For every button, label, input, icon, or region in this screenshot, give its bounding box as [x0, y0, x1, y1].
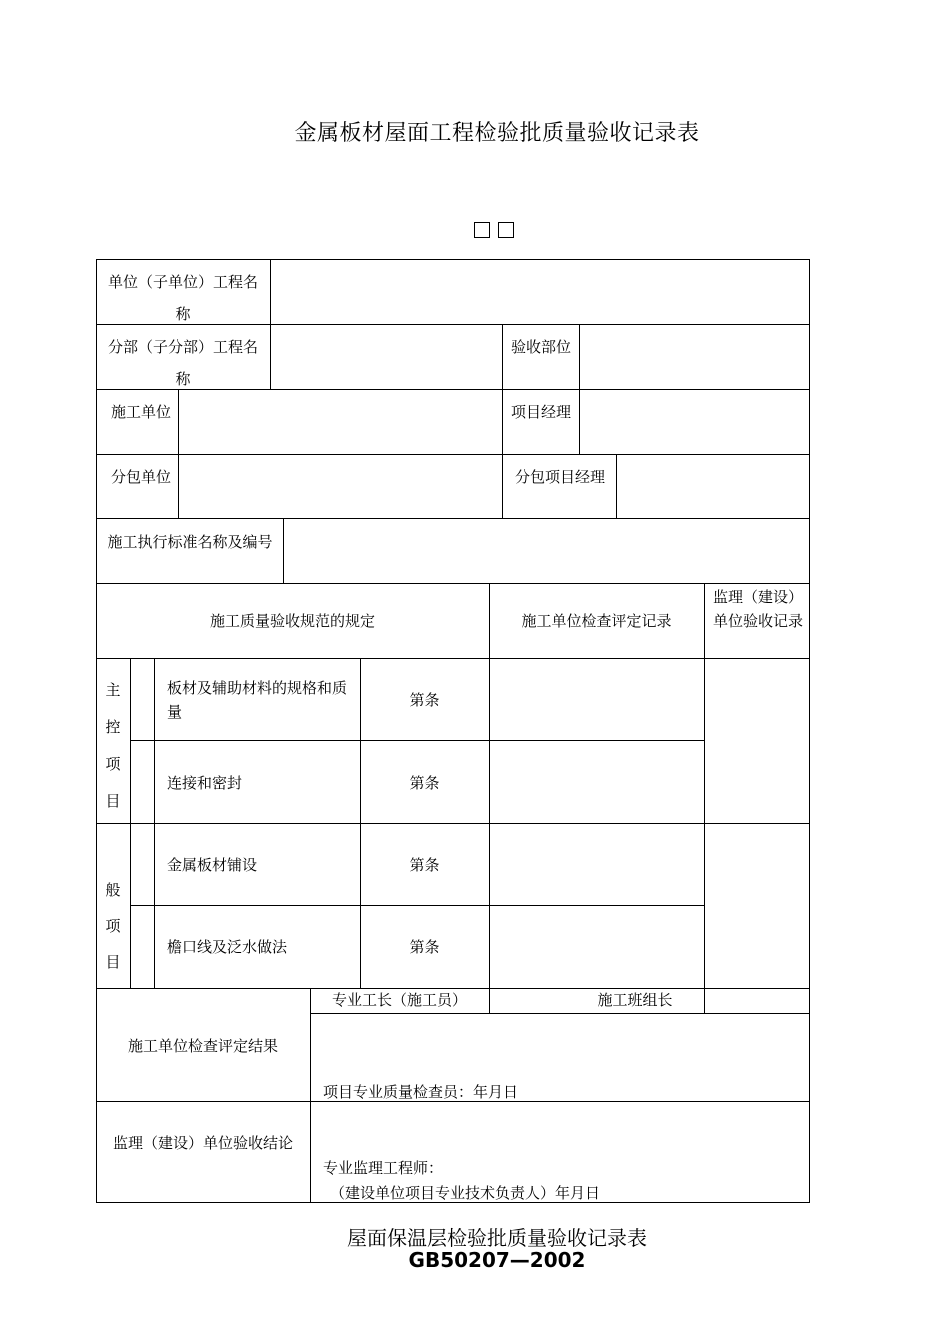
checkbox-icon[interactable] — [474, 222, 490, 238]
foreman-label: 专业工长（施工员） — [331, 991, 467, 1009]
main-control-label: 项 — [105, 755, 121, 773]
supervision-conclusion-label: 监理（建设）单位验收结论 — [112, 1134, 293, 1152]
acceptance-part-field[interactable] — [579, 324, 809, 389]
main-control-label: 主 — [105, 681, 121, 699]
acceptance-part-label: 验收部位 — [510, 338, 571, 356]
quality-inspector-label: 项目专业质量检查员：年月日 — [323, 1083, 519, 1101]
subdivision-project-name-label: 分部（子分部）工程名称 — [107, 338, 258, 388]
project-manager-field[interactable] — [579, 389, 809, 454]
general-label: 般 — [105, 881, 121, 899]
subcontract-unit-label: 分包单位 — [110, 468, 171, 486]
general-item-clause: 第条 — [409, 856, 440, 874]
page-title: 金属板材屋面工程检验批质量验收记录表 — [294, 121, 700, 146]
supervision-record-header: 监理（建设）单位验收记录 — [712, 588, 803, 630]
table-border — [502, 324, 503, 519]
main-item-record-field[interactable] — [489, 658, 704, 740]
project-manager-label: 项目经理 — [510, 403, 571, 421]
general-item-record-field[interactable] — [489, 905, 704, 988]
main-item-clause: 第条 — [409, 774, 440, 792]
main-item-name: 板材及辅助材料的规格和质量 — [167, 679, 348, 721]
main-item-name: 连接和密封 — [167, 774, 243, 792]
construction-result-label: 施工单位检查评定结果 — [127, 1037, 278, 1055]
subdivision-project-name-field[interactable] — [270, 324, 502, 389]
team-leader-label: 施工班组长 — [597, 991, 673, 1009]
general-item-clause: 第条 — [409, 938, 440, 956]
spec-rules-header: 施工质量验收规范的规定 — [209, 612, 375, 630]
main-item-record-field[interactable] — [489, 740, 704, 823]
standard-code: GB50207—2002 — [408, 1248, 586, 1272]
checkbox-icon[interactable] — [498, 222, 514, 238]
unit-project-name-label: 单位（子单位）工程名称 — [107, 273, 258, 323]
unit-project-name-field[interactable] — [270, 259, 809, 324]
standard-name-number-field[interactable] — [283, 518, 809, 583]
supervision-engineer-label: 专业监理工程师： — [323, 1159, 444, 1177]
table-border — [96, 583, 810, 584]
checkbox-group — [474, 222, 514, 238]
table-border — [310, 1013, 810, 1014]
construction-check-record-header: 施工单位检查评定记录 — [521, 612, 672, 630]
standard-name-number-label: 施工执行标准名称及编号 — [107, 533, 273, 551]
table-border — [310, 988, 311, 1202]
subcontract-project-manager-label: 分包项目经理 — [514, 468, 605, 486]
main-control-label: 控 — [105, 718, 121, 736]
general-item-name: 檐口线及泛水做法 — [167, 938, 288, 956]
table-border — [130, 658, 131, 988]
general-item-name: 金属板材铺设 — [167, 856, 258, 874]
main-control-label: 目 — [105, 792, 121, 810]
table-border — [154, 658, 155, 988]
table-border — [809, 259, 810, 1203]
subcontract-unit-field[interactable] — [178, 454, 502, 518]
main-supervision-field[interactable] — [704, 658, 809, 823]
subcontract-project-manager-field[interactable] — [616, 454, 809, 518]
general-supervision-field[interactable] — [704, 823, 809, 988]
main-item-clause: 第条 — [409, 691, 440, 709]
general-label: 目 — [105, 953, 121, 971]
table-border — [489, 988, 490, 1013]
general-label: 项 — [105, 917, 121, 935]
construction-unit-field[interactable] — [178, 389, 502, 454]
general-item-record-field[interactable] — [489, 823, 704, 905]
owner-tech-lead-label: （建设单位项目专业技术负责人）年月日 — [330, 1184, 601, 1202]
construction-unit-label: 施工单位 — [110, 403, 171, 421]
next-form-title: 屋面保温层检验批质量验收记录表 — [347, 1226, 647, 1250]
